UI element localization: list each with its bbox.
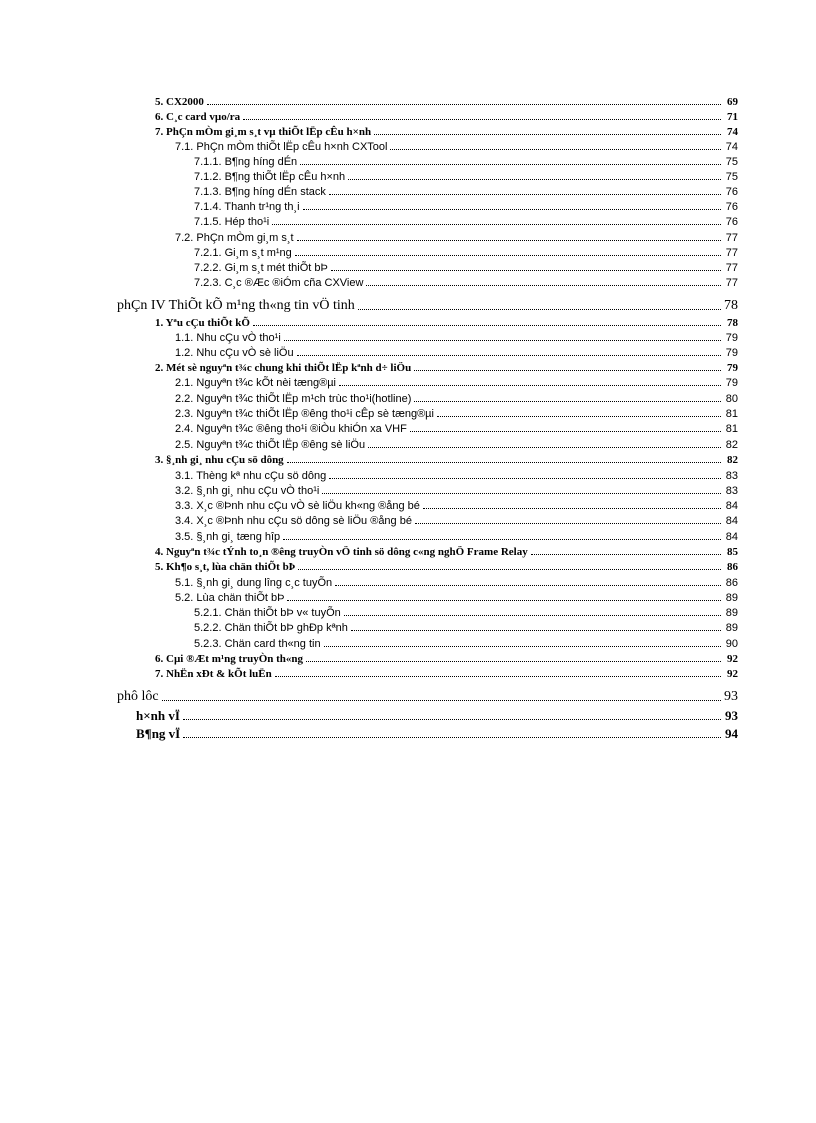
dot-leader — [414, 369, 721, 371]
toc-page-number: 86 — [725, 577, 738, 589]
toc-page-number: 93 — [724, 689, 738, 704]
dot-leader — [348, 178, 721, 180]
toc-entry — [155, 111, 738, 123]
toc-page-number: 92 — [727, 668, 738, 680]
dot-leader — [253, 324, 721, 326]
dot-leader — [423, 507, 721, 509]
toc-entry — [175, 439, 738, 451]
dot-leader — [331, 269, 721, 271]
toc-page-number: 74 — [727, 126, 738, 138]
toc-entry-label: 1.2. Nhu cÇu vÒ sè liÖu — [175, 347, 294, 359]
toc-entry — [155, 317, 738, 329]
toc-page-number: 76 — [725, 186, 738, 198]
toc-entry-label: 7.1. PhÇn mÒm thiÕt lËp cÊu h×nh CXTool — [175, 141, 388, 153]
dot-leader — [329, 193, 721, 195]
toc-entry-label: 5.2.2. Chän thiÕt bÞ ghÐp kªnh — [194, 622, 348, 634]
dot-leader — [207, 103, 721, 105]
toc-entry-label: 7. NhËn xÐt & kÕt luËn — [155, 668, 272, 680]
dot-leader — [437, 415, 721, 417]
dot-leader — [275, 675, 721, 677]
toc-page-number: 84 — [725, 500, 738, 512]
toc-entry — [136, 708, 738, 724]
toc-entry — [194, 638, 738, 650]
toc-entry-label: 5.2. Lùa chän thiÕt bÞ — [175, 592, 285, 604]
dot-leader — [339, 384, 721, 386]
toc-entry-label: 5.1. §¸nh gi¸ dung lîng c¸c tuyÕn — [175, 577, 333, 589]
toc-entry-label: 3.5. §¸nh gi¸ tæng hîp — [175, 531, 281, 543]
toc-page-number: 84 — [725, 531, 738, 543]
toc-entry-label: 7.1.5. Hép tho¹i — [194, 216, 270, 228]
toc-entry — [175, 470, 738, 482]
toc-page-number: 71 — [727, 111, 738, 123]
dot-leader — [287, 599, 721, 601]
toc-entry-label: 3.1. Thèng kª nhu cÇu sö dông — [175, 470, 327, 482]
toc-entry-label: 7.2.1. Gi¸m s¸t m¹ng — [194, 247, 292, 259]
toc-page-number: 76 — [725, 216, 738, 228]
toc-page-number: 75 — [725, 171, 738, 183]
toc-entry-label: 3. §¸nh gi¸ nhu cÇu sö dông — [155, 454, 284, 466]
toc-entry-label: 5.2.3. Chän card th«ng tin — [194, 638, 321, 650]
toc-entry — [194, 186, 738, 198]
toc-entry-label: 5. Kh¶o s¸t, lùa chän thiÕt bÞ — [155, 561, 296, 573]
toc-part-heading — [117, 689, 738, 705]
dot-leader — [306, 660, 721, 662]
toc-entry-label: 1. Yªu cÇu thiÕt kÕ — [155, 317, 250, 329]
toc-entry-label: 2.1. Nguyªn t¾c kÕt nèi tæng®µi — [175, 377, 336, 389]
dot-leader — [366, 284, 721, 286]
toc-entry — [175, 531, 738, 543]
toc-page-number: 79 — [725, 332, 738, 344]
toc-entry — [155, 126, 738, 138]
dot-leader — [287, 461, 721, 463]
toc-entry — [175, 485, 738, 497]
toc-entry — [175, 377, 738, 389]
toc-entry-label: 2.5. Nguyªn t¾c thiÕt lËp ®êng sè liÖu — [175, 439, 366, 451]
toc-entry — [175, 515, 738, 527]
toc-entry — [194, 607, 738, 619]
toc-page-number: 77 — [725, 277, 738, 289]
toc-entry — [136, 726, 738, 742]
dot-leader — [415, 522, 721, 524]
toc-entry — [155, 668, 738, 680]
toc-page-number: 75 — [725, 156, 738, 168]
toc-entry-label: 1.1. Nhu cÇu vÒ tho¹i — [175, 332, 281, 344]
toc-page-number: 90 — [725, 638, 738, 650]
toc-entry-label: 7.1.2. B¶ng thiÕt lËp cÊu h×nh — [194, 171, 346, 183]
toc-entry-label: 7.1.1. B¶ng híng dÉn — [194, 156, 298, 168]
toc-page-number: 81 — [725, 408, 738, 420]
toc-page-number: 83 — [725, 485, 738, 497]
toc-entry — [155, 362, 738, 374]
toc-page-number: 86 — [727, 561, 738, 573]
toc-entry-label: 7.2.3. C¸c ®Æc ®iÓm cña CXView — [194, 277, 364, 289]
toc-entry-label: 2.4. Nguyªn t¾c ®êng tho¹i ®iÒu khiÓn xa VHF — [175, 423, 407, 435]
dot-leader — [284, 339, 721, 341]
toc-part-heading — [117, 298, 738, 314]
dot-leader — [410, 430, 721, 432]
toc-page-number: 80 — [725, 393, 738, 405]
toc-entry-label: 6. Cµi ®Æt m¹ng truyÒn th«ng — [155, 653, 304, 665]
dot-leader — [298, 568, 721, 570]
toc-entry — [194, 622, 738, 634]
dot-leader — [335, 584, 721, 586]
dot-leader — [183, 718, 721, 720]
toc-entry-label: 6. C¸c card vµo/ra — [155, 111, 241, 123]
toc-entry — [155, 546, 738, 558]
toc-page-number: 93 — [725, 708, 738, 723]
toc-page-number: 77 — [725, 247, 738, 259]
toc-entry-label: 7.1.3. B¶ng híng dÉn stack — [194, 186, 326, 198]
toc-entry — [175, 577, 738, 589]
toc-entry-label: 3.3. X¸c ®Þnh nhu cÇu vÒ sè liÖu kh«ng ®ång bé — [175, 500, 420, 512]
dot-leader — [297, 354, 721, 356]
toc-page-number: 85 — [727, 546, 738, 558]
toc-page-number: 77 — [725, 262, 738, 274]
toc-entry — [194, 216, 738, 228]
dot-leader — [390, 148, 721, 150]
toc-entry-label: 3.4. X¸c ®Þnh nhu cÇu sö dông sè liÖu ®ång bé — [175, 515, 412, 527]
toc-page-number: 82 — [725, 439, 738, 451]
toc-entry-label: h×nh vÏ — [136, 708, 180, 723]
dot-leader — [295, 254, 721, 256]
toc-entry — [194, 201, 738, 213]
toc-entry-label: phô lôc — [117, 689, 159, 704]
toc-entry — [175, 592, 738, 604]
toc-page-number: 89 — [725, 607, 738, 619]
toc-entry-label: 2.3. Nguyªn t¾c thiÕt lËp ®êng tho¹i cÊp sè tæng®µi — [175, 408, 434, 420]
dot-leader — [344, 614, 721, 616]
toc-page-number: 77 — [725, 232, 738, 244]
toc-entry-label: 5. CX2000 — [155, 96, 204, 108]
toc-entry — [175, 347, 738, 359]
toc-entry — [175, 332, 738, 344]
toc-entry-label: 7.1.4. Thanh tr¹ng th¸i — [194, 201, 300, 213]
dot-leader — [283, 538, 721, 540]
toc-entry — [194, 247, 738, 259]
dot-leader — [243, 118, 721, 120]
toc-page-number: 84 — [725, 515, 738, 527]
dot-leader — [414, 400, 721, 402]
toc-page-number: 79 — [725, 347, 738, 359]
toc-entry-label: 4. Nguyªn t¾c tÝnh to¸n ®êng truyÒn vÖ tinh sö dông c«ng nghÖ Frame Relay — [155, 546, 528, 558]
dot-leader — [531, 553, 721, 555]
toc-page-number: 78 — [724, 298, 738, 313]
dot-leader — [162, 699, 721, 701]
toc-entry — [194, 171, 738, 183]
toc-entry — [194, 156, 738, 168]
dot-leader — [297, 239, 721, 241]
toc-entry — [175, 500, 738, 512]
toc-entry — [175, 423, 738, 435]
toc-page-number: 76 — [725, 201, 738, 213]
toc-entry — [175, 393, 738, 405]
toc-entry-label: 7. PhÇn mÒm gi¸m s¸t vµ thiÕt lËp cÊu h×nh — [155, 126, 372, 138]
dot-leader — [329, 477, 721, 479]
toc-entry-label: 3.2. §¸nh gi¸ nhu cÇu vÒ tho¹i — [175, 485, 320, 497]
toc-entry-label: 7.2. PhÇn mÒm gi¸m s¸t — [175, 232, 294, 244]
toc-page-number: 74 — [725, 141, 738, 153]
toc-page-number: 89 — [725, 592, 738, 604]
toc-page-number: 92 — [727, 653, 738, 665]
dot-leader — [300, 163, 721, 165]
dot-leader — [351, 629, 721, 631]
dot-leader — [183, 736, 721, 738]
toc-entry — [175, 141, 738, 153]
dot-leader — [324, 645, 721, 647]
toc-page-number: 89 — [725, 622, 738, 634]
dot-leader — [368, 446, 721, 448]
toc-entry-label: B¶ng vÏ — [136, 726, 181, 741]
toc-entry — [175, 232, 738, 244]
toc-entry-label: 5.2.1. Chän thiÕt bÞ v« tuyÕn — [194, 607, 341, 619]
dot-leader — [374, 133, 721, 135]
toc-entry-label: 2.2. Nguyªn t¾c thiÕt lËp m¹ch trùc tho¹i(hotline) — [175, 393, 412, 405]
toc-entry-label: phÇn IV ThiÕt kÕ m¹ng th«ng tin vÖ tinh — [117, 298, 355, 313]
toc-page-number: 81 — [725, 423, 738, 435]
toc-entry — [175, 408, 738, 420]
toc-entry-label: 7.2.2. Gi¸m s¸t mét thiÕt bÞ — [194, 262, 328, 274]
dot-leader — [272, 223, 721, 225]
toc-entry — [155, 454, 738, 466]
toc-entry — [155, 653, 738, 665]
toc-entry — [155, 561, 738, 573]
toc-page-number: 94 — [725, 726, 738, 741]
toc-entry-label: 2. Mét sè nguyªn t¾c chung khi thiÕt lËp kªnh d÷ liÖu — [155, 362, 412, 374]
toc-entry — [194, 262, 738, 274]
toc-page-number: 79 — [727, 362, 738, 374]
dot-leader — [303, 208, 721, 210]
dot-leader — [322, 492, 721, 494]
toc-page-number: 82 — [727, 454, 738, 466]
toc-entry — [155, 96, 738, 108]
toc-entry — [194, 277, 738, 289]
toc-page-number: 79 — [725, 377, 738, 389]
toc-page-number: 83 — [725, 470, 738, 482]
dot-leader — [358, 308, 721, 310]
toc-page-number: 69 — [727, 96, 738, 108]
toc-page-number: 78 — [727, 317, 738, 329]
